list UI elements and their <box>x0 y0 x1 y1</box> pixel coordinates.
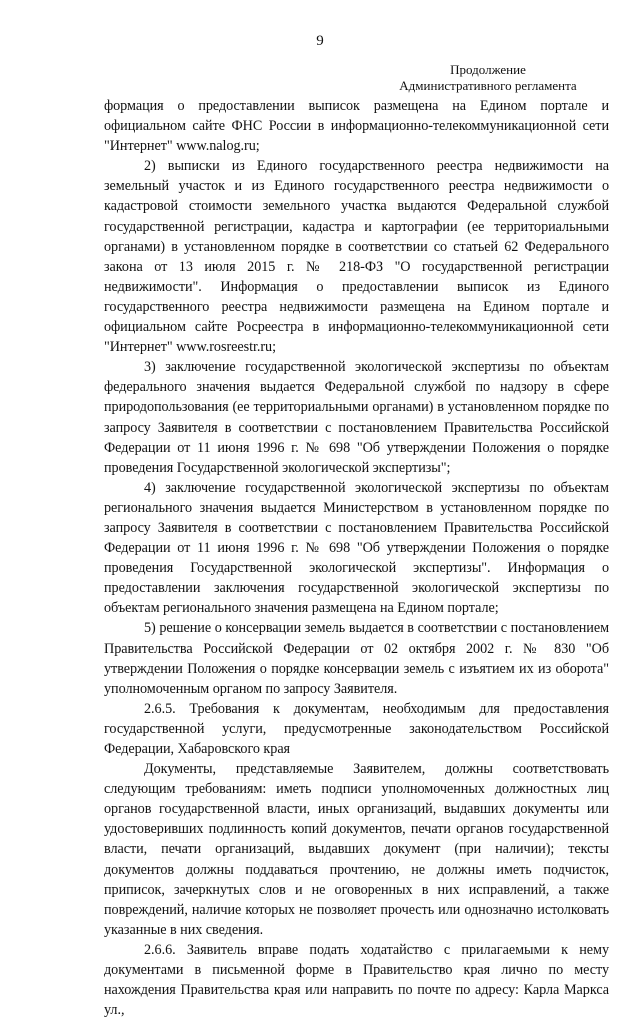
paragraph-item-2: 2) выписки из Единого государственного реестра недвижимости на земельный участок и из Единого государственного реестра недвижимости о кадастровой стоимости земельного участка выдаются Федеральной службой государственной регистрации, кадастра и картографии (ее территориальными органами) в установленном порядке в соответствии со статьей 62 Федерального закона от 13 июля 2015 г. № 218-ФЗ "О государственной регистрации недвижимости". Информация о предоставлении выписок из Единого государственного реестра недвижимости размещена на Едином портале и официальном сайте Росреестра в информационно-телекоммуникационной сети "Интернет" www.rosreestr.ru; <box>104 158 609 356</box>
continuation-note <box>368 62 608 94</box>
continuation-document-title: Административного регламента <box>399 78 577 93</box>
paragraph-item-5: 5) решение о консервации земель выдается в соответствии с постановлением Правительства Российской Федерации от 02 октября 2002 г. № 830 "Об утверждении Положения о порядке консервации земель с изъятием их из оборота" уполномоченным органом по запросу Заявителя. <box>104 620 609 697</box>
section-2-6-6: 2.6.6. Заявитель вправе подать ходатайство с прилагаемыми к нему документами в письменной форме в Правительство края лично по месту нахождения Правительства края или направить по почте по адресу: Карла Маркса ул., <box>104 941 609 1019</box>
paragraph-item-3: 3) заключение государственной экологической экспертизы по объектам федерального значения выдается Федеральной службой по надзору в сфере природопользования (ее территориальными органами) в установленном порядке по запросу Заявителя в соответствии с постановлением Правительства Российской Федерации от 11 июня 1996 г. № 698 "Об утверждении Положения о порядке проведения Государственной экологической экспертизы"; <box>104 359 609 476</box>
continuation-label: Продолжение <box>450 62 526 77</box>
page-number: 9 <box>316 33 324 49</box>
paragraph-item-4: 4) заключение государственной экологической экспертизы по объектам регионального значения выдается Министерством в установленном порядке по запросу Заявителя в соответствии с постановлением Правительства Российской Федерации от 11 июня 1996 г. № 698 "Об утверждении Положения о порядке проведения Государственной экологической экспертизы". Информация о предоставлении заключения государственной экологической экспертизы по объектам регионального значения размещена на Едином портале; <box>104 479 609 617</box>
document-body <box>104 96 609 1020</box>
paragraph-continued: формация о предоставлении выписок размещена на Едином портале и официальном сайте ФНС России в информационно-телекоммуникационной сети "Интернет" www.nalog.ru; <box>104 98 609 155</box>
section-heading-2-6-5: 2.6.5. Требования к документам, необходимым для предоставления государственной услуги, предусмотренные законодательством Российской Федерации, Хабаровского края <box>104 700 609 757</box>
paragraph-document-requirements: Документы, представляемые Заявителем, должны соответствовать следующим требованиям: иметь подписи уполномоченных должностных лиц органов государственной власти, иных организаций, выдавших документы или удостоверивших подлинность копий документов, печати органов государственной власти, печати организаций, выдавших документ (при наличии); тексты документов должны поддаваться прочтению, не должны иметь подчисток, приписок, зачеркнутых слов и не оговоренных в них исправлений, а также повреждений, наличие которых не позволяет прочесть или однозначно истолковать указанные в них сведения. <box>104 761 609 938</box>
